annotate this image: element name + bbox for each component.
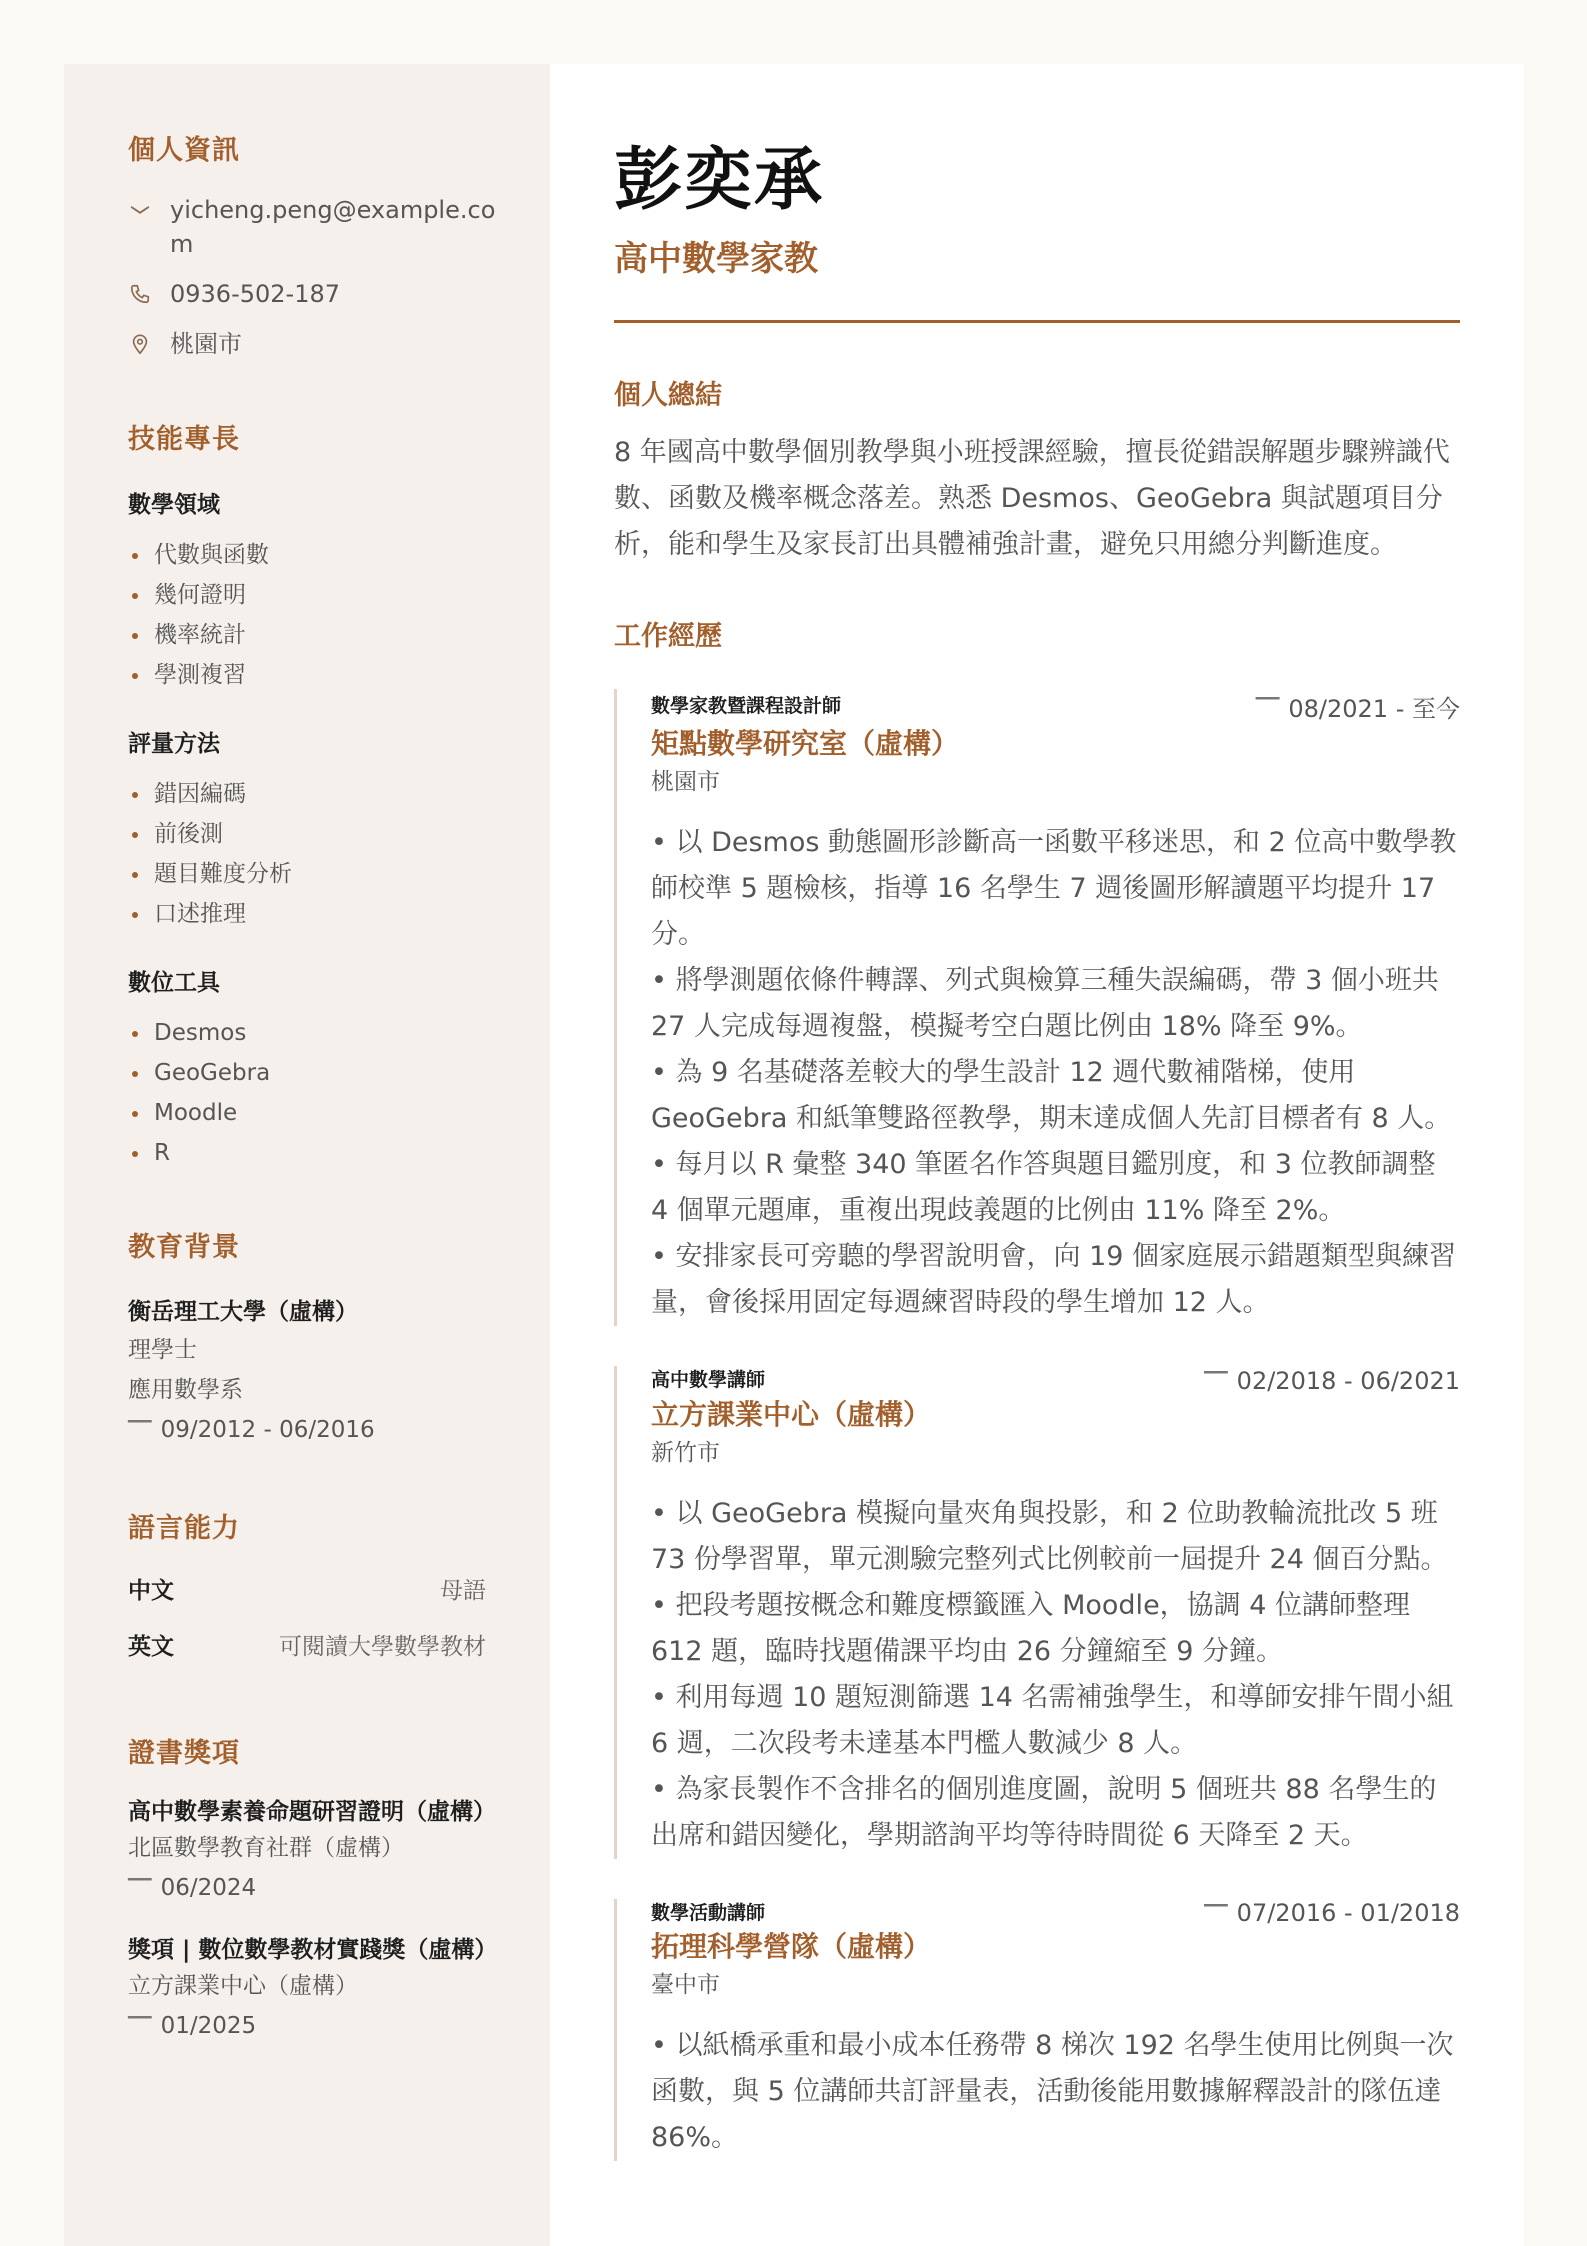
skill-item: 學測複習 bbox=[128, 655, 486, 695]
job-date bbox=[1256, 689, 1460, 724]
location-row bbox=[128, 327, 486, 361]
job-bullet: • 為 9 名基礎落差較大的學生設計 12 週代數補階梯，使用 GeoGebra 和紙筆雙路徑教學，期末達成個人先訂目標者有 8 人。 bbox=[651, 1057, 1452, 1134]
job-date bbox=[1204, 1367, 1460, 1395]
calendar-icon: ▔▔ bbox=[1204, 1371, 1227, 1390]
header-divider bbox=[614, 320, 1460, 323]
phone-icon bbox=[128, 277, 152, 311]
skills-heading: 技能專長 bbox=[128, 424, 240, 455]
calendar-icon: ▔▔ bbox=[128, 1420, 151, 1439]
skill-list bbox=[128, 1013, 486, 1173]
certs-heading: 證書獎項 bbox=[128, 1738, 240, 1769]
job-header bbox=[651, 689, 1460, 724]
skill-item: 代數與函數 bbox=[128, 535, 486, 575]
skill-item: R bbox=[128, 1133, 486, 1173]
job-company: 矩點數學研究室（虛構） bbox=[651, 727, 960, 760]
job-company: 立方課業中心（虛構） bbox=[651, 1397, 932, 1431]
skill-item: 錯因編碼 bbox=[128, 774, 486, 814]
certs-section bbox=[128, 1731, 498, 2046]
cert-date-text: 01/2025 bbox=[160, 2013, 257, 2039]
location-pin-icon bbox=[128, 327, 152, 361]
cert-title: 獎項 | 數位數學教材實踐獎（虛構） bbox=[128, 1937, 498, 1963]
job-bullet: • 以紙橋承重和最小成本任務帶 8 梯次 192 名學生使用比例與一次函數，與 5 位講師共訂評量表，活動後能用數據解釋設計的隊伍達 86%。 bbox=[651, 2030, 1454, 2153]
cert-date bbox=[128, 1868, 486, 1908]
location-text: 桃園市 bbox=[170, 330, 242, 358]
skill-group-title: 評量方法 bbox=[128, 731, 220, 757]
job-bullet: • 安排家長可旁聽的學習說明會，向 19 個家庭展示錯題類型與練習量，會後採用固定每週練習時段的學生增加 12 人。 bbox=[651, 1241, 1457, 1318]
summary-heading: 個人總結 bbox=[614, 380, 722, 411]
job-header bbox=[651, 1366, 1460, 1395]
job-entry bbox=[614, 1899, 1460, 2162]
skill-item: 前後測 bbox=[128, 814, 486, 854]
job-city: 新竹市 bbox=[651, 1439, 720, 1466]
skill-group bbox=[128, 725, 486, 934]
skill-group-title: 數學領域 bbox=[128, 492, 220, 518]
job-bullet: • 以 Desmos 動態圖形診斷高一函數平移迷思，和 2 位高中數學教師校準 5 題檢核，指導 16 名學生 7 週後圖形解讀題平均提升 17 分。 bbox=[651, 827, 1457, 950]
languages-heading: 語言能力 bbox=[128, 1513, 240, 1544]
resume-page bbox=[64, 64, 1524, 2246]
education-section bbox=[128, 1225, 486, 1450]
language-level: 母語 bbox=[440, 1578, 486, 1604]
language-row bbox=[128, 1563, 486, 1619]
school-name: 衡岳理工大學（虛構） bbox=[128, 1299, 358, 1325]
job-role: 高中數學講師 bbox=[651, 1369, 766, 1391]
skill-item: Moodle bbox=[128, 1093, 486, 1133]
job-date bbox=[1204, 1899, 1460, 1927]
job-city: 桃園市 bbox=[651, 769, 720, 795]
skills-section bbox=[128, 417, 486, 1173]
skill-item: Desmos bbox=[128, 1013, 486, 1053]
mail-icon bbox=[128, 193, 152, 227]
skill-item: 幾何證明 bbox=[128, 575, 486, 615]
cert-date bbox=[128, 2006, 486, 2046]
education-date-text: 09/2012 - 06/2016 bbox=[160, 1417, 375, 1443]
education-heading: 教育背景 bbox=[128, 1232, 240, 1263]
sidebar bbox=[64, 64, 550, 2246]
skill-list bbox=[128, 774, 486, 934]
cert-title: 高中數學素養命題研習證明（虛構） bbox=[128, 1799, 496, 1825]
job-date-text: 08/2021 - 至今 bbox=[1288, 695, 1460, 723]
skill-group bbox=[128, 486, 486, 695]
job-bullet: • 把段考題按概念和難度標籤匯入 Moodle，協調 4 位講師整理 612 題，臨時找題備課平均由 26 分鐘縮至 9 分鐘。 bbox=[651, 1589, 1411, 1667]
calendar-icon: ▔▔ bbox=[128, 1878, 151, 1897]
cert-org: 立方課業中心（虛構） bbox=[128, 1973, 358, 1999]
job-city: 臺中市 bbox=[651, 1972, 720, 1998]
language-name: 英文 bbox=[128, 1634, 174, 1660]
job-bullet: • 將學測題依條件轉譯、列式與檢算三種失誤編碼，帶 3 個小班共 27 人完成每週複盤，模擬考空白題比例由 18% 降至 9%。 bbox=[651, 965, 1439, 1042]
job-bullet: • 以 GeoGebra 模擬向量夾角與投影，和 2 位助教輪流批改 5 班 73 份學習單，單元測驗完整列式比例較前一屆提升 24 個百分點。 bbox=[651, 1497, 1448, 1575]
education-dates bbox=[128, 1410, 486, 1450]
job-entry bbox=[614, 689, 1460, 1326]
calendar-icon: ▔▔ bbox=[1255, 697, 1279, 716]
job-title: 高中數學家教 bbox=[614, 239, 818, 279]
job-date-text: 02/2018 - 06/2021 bbox=[1236, 1366, 1460, 1395]
main-content bbox=[550, 64, 1524, 2246]
email-text[interactable]: yicheng.peng@example.co m bbox=[170, 196, 496, 258]
language-name: 中文 bbox=[128, 1578, 174, 1604]
cert-date-text: 06/2024 bbox=[160, 1875, 257, 1901]
skill-item: GeoGebra bbox=[128, 1053, 486, 1093]
job-company: 拓理科學營隊（虛構） bbox=[651, 1930, 932, 1963]
cert-item bbox=[128, 1934, 498, 2046]
language-level: 可閱讀大學數學教材 bbox=[279, 1634, 486, 1660]
contact-section bbox=[128, 128, 496, 361]
job-bullet: • 為家長製作不含排名的個別進度圖，說明 5 個班共 88 名學生的出席和錯因變化，學期諮詢平均等待時間從 6 天降至 2 天。 bbox=[651, 1773, 1437, 1851]
job-bullet: • 每月以 R 彙整 340 筆匿名作答與題目鑑別度，和 3 位教師調整 4 個單元題庫，重複出現歧義題的比例由 11% 降至 2%。 bbox=[651, 1149, 1436, 1226]
degree: 理學士 bbox=[128, 1337, 197, 1363]
skill-item: 題目難度分析 bbox=[128, 854, 486, 894]
email-row[interactable] bbox=[128, 193, 496, 261]
language-row bbox=[128, 1619, 486, 1675]
skill-list bbox=[128, 535, 486, 695]
skill-group-title: 數位工具 bbox=[128, 970, 220, 996]
cert-item bbox=[128, 1796, 496, 1908]
experience-heading: 工作經歷 bbox=[614, 621, 722, 652]
cert-org: 北區數學教育社群（虛構） bbox=[128, 1835, 404, 1861]
skill-item: 機率統計 bbox=[128, 615, 486, 655]
summary-text: 8 年國高中數學個別教學與小班授課經驗，擅長從錯誤解題步驟辨識代數、函數及機率概念落差。熟悉 Desmos、GeoGebra 與試題項目分析，能和學生及家長訂出具體補強計畫，避免只用總分判斷進度。 bbox=[614, 437, 1450, 560]
skill-group bbox=[128, 964, 486, 1173]
phone-row[interactable] bbox=[128, 277, 486, 311]
major: 應用數學系 bbox=[128, 1377, 243, 1403]
calendar-icon: ▔▔ bbox=[1204, 1903, 1227, 1923]
job-entry bbox=[614, 1366, 1460, 1859]
job-bullet: • 利用每週 10 題短測篩選 14 名需補強學生，和導師安排午間小組 6 週，二次段考未達基本門檻人數減少 8 人。 bbox=[651, 1681, 1454, 1759]
person-name: 彭奕承 bbox=[614, 141, 825, 220]
phone-text[interactable]: 0936-502-187 bbox=[170, 280, 341, 308]
job-role: 數學家教暨課程設計師 bbox=[651, 695, 842, 717]
languages-section bbox=[128, 1506, 486, 1675]
job-role: 數學活動講師 bbox=[651, 1901, 766, 1924]
job-header bbox=[651, 1899, 1460, 1928]
contact-heading: 個人資訊 bbox=[128, 135, 240, 166]
calendar-icon: ▔▔ bbox=[128, 2016, 151, 2035]
job-date-text: 07/2016 - 01/2018 bbox=[1236, 1899, 1460, 1927]
skill-item: 口述推理 bbox=[128, 894, 486, 934]
